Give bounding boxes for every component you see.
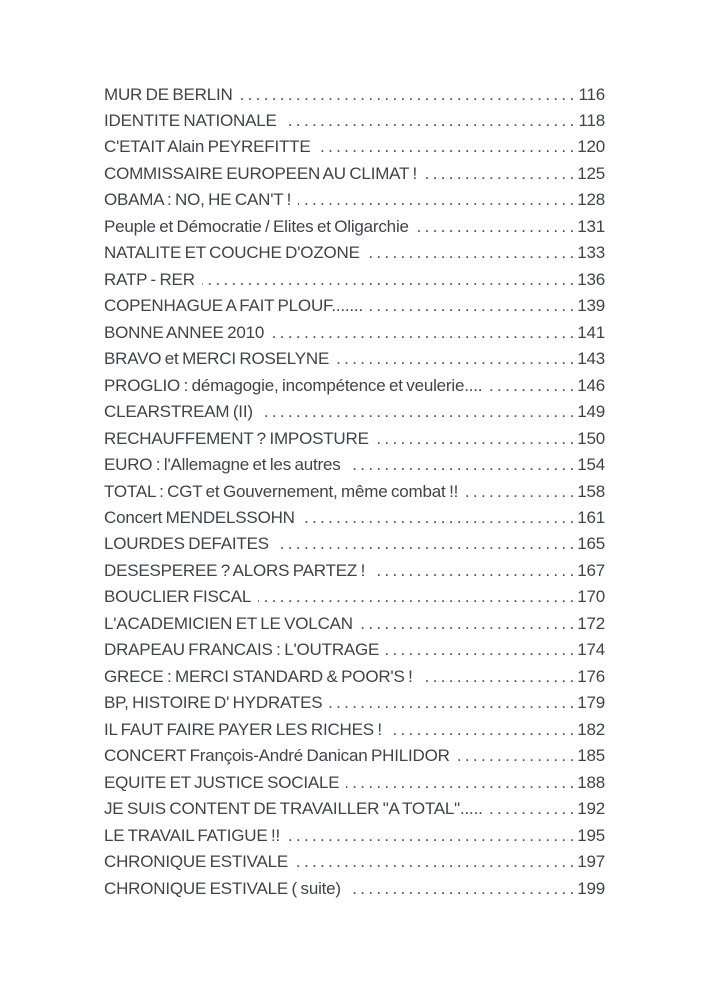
toc-entry xyxy=(104,849,605,875)
toc-entry xyxy=(104,82,605,108)
toc-entry-page: 143 xyxy=(577,349,605,369)
toc-dot-leader xyxy=(202,267,574,293)
toc-entry xyxy=(104,637,605,663)
toc-entry xyxy=(104,743,605,769)
toc-entry-page: 133 xyxy=(577,243,605,263)
toc-dot-leader xyxy=(295,849,574,875)
toc-dot-leader xyxy=(360,611,574,637)
toc-entry-page: 131 xyxy=(577,216,605,236)
toc-entry-page: 149 xyxy=(577,402,605,422)
toc-entry xyxy=(104,267,605,293)
toc-dot-leader xyxy=(284,108,574,134)
toc-dot-leader xyxy=(420,664,574,690)
toc-dot-leader xyxy=(298,187,574,213)
toc-entry xyxy=(104,479,605,505)
toc-entry-title: LE TRAVAIL FATIGUE !! xyxy=(104,825,281,845)
toc-dot-leader xyxy=(372,558,574,584)
toc-entry xyxy=(104,426,605,452)
toc-dot-leader xyxy=(386,637,574,663)
toc-dot-leader xyxy=(389,717,574,743)
toc-dot-leader xyxy=(346,770,574,796)
toc-entry-page: 141 xyxy=(577,322,605,342)
toc-entry xyxy=(104,690,605,716)
toc-entry xyxy=(104,373,605,399)
toc-dot-leader xyxy=(370,293,574,319)
toc-entry-page: 179 xyxy=(577,693,605,713)
toc-entry-title: CHRONIQUE ESTIVALE ( suite) xyxy=(104,878,341,898)
toc-entry-page: 118 xyxy=(578,110,605,130)
toc-entry-title: CHRONIQUE ESTIVALE xyxy=(104,852,289,872)
toc-entry xyxy=(104,717,605,743)
toc-entry-title: EQUITE ET JUSTICE SOCIALE xyxy=(104,772,340,792)
toc-entry xyxy=(104,134,605,160)
toc-entry-title: COPENHAGUE A FAIT PLOUF....... xyxy=(104,296,363,316)
toc-entry-title: IDENTITE NATIONALE xyxy=(104,110,277,130)
toc-entry xyxy=(104,320,605,346)
toc-entry-page: 172 xyxy=(577,613,605,633)
toc-entry-title: RECHAUFFEMENT ? IMPOSTURE xyxy=(104,428,369,448)
toc-entry xyxy=(104,823,605,849)
toc-entry-page: 116 xyxy=(578,84,605,104)
toc-dot-leader xyxy=(271,320,574,346)
toc-entry xyxy=(104,108,605,134)
toc-entry-title: MUR DE BERLIN xyxy=(104,84,233,104)
toc-entry xyxy=(104,187,605,213)
toc-entry-title: DRAPEAU FRANCAIS : L'OUTRAGE xyxy=(104,640,380,660)
toc-dot-leader xyxy=(416,214,574,240)
toc-entry xyxy=(104,293,605,319)
toc-entry-page: 165 xyxy=(577,534,605,554)
toc-entry-page: 158 xyxy=(577,481,605,501)
toc-entry-title: C'ETAIT Alain PEYREFITTE xyxy=(104,137,311,157)
toc-dot-leader xyxy=(287,823,574,849)
toc-entry-title: JE SUIS CONTENT DE TRAVAILLER "A TOTAL"..... xyxy=(104,799,483,819)
toc-entry-title: OBAMA : NO, HE CAN'T ! xyxy=(104,190,292,210)
toc-entry-page: 197 xyxy=(577,852,605,872)
toc-entry-title: EURO : l'Allemagne et les autres xyxy=(104,455,341,475)
toc-entry-page: 120 xyxy=(577,137,605,157)
toc-entry xyxy=(104,346,605,372)
toc-entry-page: 154 xyxy=(577,455,605,475)
toc-entry xyxy=(104,505,605,531)
toc-entry-page: 199 xyxy=(577,878,605,898)
toc-entry-title: Peuple et Démocratie / Elites et Oligarchie xyxy=(104,216,409,236)
toc-dot-leader xyxy=(302,505,574,531)
toc-entry xyxy=(104,558,605,584)
toc-entry xyxy=(104,664,605,690)
toc-dot-leader xyxy=(489,373,574,399)
toc-entry xyxy=(104,611,605,637)
toc-entry-page: 167 xyxy=(577,560,605,580)
toc-entry-page: 195 xyxy=(577,825,605,845)
toc-dot-leader xyxy=(276,531,574,557)
toc-entry-title: RATP - RER xyxy=(104,269,195,289)
toc-entry-title: PROGLIO : démagogie, incompétence et veulerie.... xyxy=(104,375,483,395)
toc-entry-title: CLEARSTREAM (II) xyxy=(104,402,253,422)
toc-entry xyxy=(104,531,605,557)
toc-dot-leader xyxy=(258,584,574,610)
toc-entry-page: 170 xyxy=(577,587,605,607)
toc-entry xyxy=(104,770,605,796)
toc-entry-title: IL FAUT FAIRE PAYER LES RICHES ! xyxy=(104,719,382,739)
toc-entry xyxy=(104,876,605,902)
toc-entry-title: BONNE ANNEE 2010 xyxy=(104,322,265,342)
toc-dot-leader xyxy=(348,876,574,902)
toc-entry-title: L'ACADEMICIEN ET LE VOLCAN xyxy=(104,613,353,633)
toc-entry-title: LOURDES DEFAITES xyxy=(104,534,269,554)
toc-dot-leader xyxy=(424,161,574,187)
toc-entry-page: 150 xyxy=(577,428,605,448)
toc-entry-page: 128 xyxy=(577,190,605,210)
toc-dot-leader xyxy=(240,82,574,108)
toc-entry-page: 188 xyxy=(577,772,605,792)
toc-entry xyxy=(104,796,605,822)
toc-entry-title: NATALITE ET COUCHE D'OZONE xyxy=(104,243,360,263)
toc-entry-page: 176 xyxy=(577,666,605,686)
toc-entry-title: DESESPEREE ? ALORS PARTEZ ! xyxy=(104,560,366,580)
toc-dot-leader xyxy=(348,452,574,478)
toc-entry-title: COMMISSAIRE EUROPEEN AU CLIMAT ! xyxy=(104,163,417,183)
toc-entry-page: 174 xyxy=(577,640,605,660)
toc-entry-title: BRAVO et MERCI ROSELYNE xyxy=(104,349,330,369)
toc-entry-title: GRECE : MERCI STANDARD & POOR'S ! xyxy=(104,666,413,686)
toc-dot-leader xyxy=(376,426,574,452)
toc-entry xyxy=(104,161,605,187)
toc-dot-leader xyxy=(490,796,574,822)
toc-dot-leader xyxy=(336,346,574,372)
toc-entry-page: 136 xyxy=(577,269,605,289)
toc-dot-leader xyxy=(329,690,574,716)
toc-entry xyxy=(104,240,605,266)
toc-entry-page: 182 xyxy=(577,719,605,739)
toc-entry-page: 139 xyxy=(577,296,605,316)
toc-dot-leader xyxy=(260,399,574,425)
toc-entry xyxy=(104,214,605,240)
toc-entry xyxy=(104,452,605,478)
toc-dot-leader xyxy=(465,479,574,505)
toc-entry-title: Concert MENDELSSOHN xyxy=(104,508,295,527)
toc-entry-title: BOUCLIER FISCAL xyxy=(104,587,252,607)
toc-dot-leader xyxy=(457,743,574,769)
toc-entry-page: 161 xyxy=(577,508,605,527)
toc-dot-leader xyxy=(317,134,574,160)
toc-entry xyxy=(104,584,605,610)
toc-dot-leader xyxy=(367,240,574,266)
toc-entry-page: 185 xyxy=(577,746,605,766)
toc-entry xyxy=(104,399,605,425)
toc-entry-page: 192 xyxy=(577,799,605,819)
toc-entry-title: BP, HISTOIRE D' HYDRATES xyxy=(104,693,323,713)
toc-entry-page: 146 xyxy=(577,375,605,395)
toc-entry-page: 125 xyxy=(577,163,605,183)
toc-entry-title: TOTAL : CGT et Gouvernement, même combat !! xyxy=(104,481,459,501)
toc-entry-title: CONCERT François-André Danican PHILIDOR xyxy=(104,746,450,766)
